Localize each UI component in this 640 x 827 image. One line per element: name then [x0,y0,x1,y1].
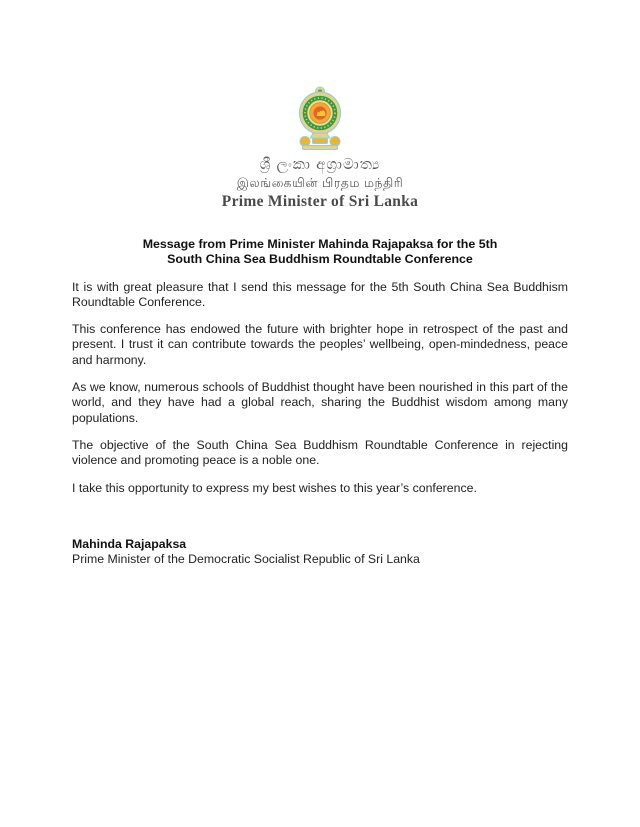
signature-block [72,537,568,568]
letterhead-title-sinhala: ශ්‍රී ලංකා අග්‍රාමාත්‍ය [259,156,381,173]
signature-title: Prime Minister of the Democratic Socialist Republic of Sri Lanka [72,552,420,567]
document-heading [72,237,568,267]
message-body [72,280,568,496]
letterhead [72,0,568,210]
paragraph-3: As we know, numerous schools of Buddhist thought have been nourished in this part of the world, and they have had a global reach, sharing the Buddhist wisdom among many populations. [72,380,568,425]
signature-name: Mahinda Rajapaksa [72,536,187,551]
letterhead-title-tamil: இலங்கையின் பிரதம மந்திரி [236,176,404,190]
document-heading-line2: South China Sea Buddhism Roundtable Conference [167,251,473,266]
letterhead-title-english: Prime Minister of Sri Lanka [221,193,419,210]
paragraph-1: It is with great pleasure that I send this message for the 5th South China Sea Buddhism Roundtable Conference. [72,279,568,309]
paragraph-4: The objective of the South China Sea Buddhism Roundtable Conference in rejecting violence and promoting peace is a noble one. [72,437,568,468]
paragraph-2: This conference has endowed the future with brighter hope in retrospect of the past and present. I trust it can contribute towards the peoples’ wellbeing, open-mindedness, peace and harmony. [72,322,568,367]
paragraph-5: I take this opportunity to express my best wishes to this year’s conference. [72,480,477,495]
sri-lanka-national-emblem-icon [297,86,343,150]
emblem [72,86,568,150]
document-heading-line1: Message from Prime Minister Mahinda Rajapaksa for the 5th [142,237,498,251]
